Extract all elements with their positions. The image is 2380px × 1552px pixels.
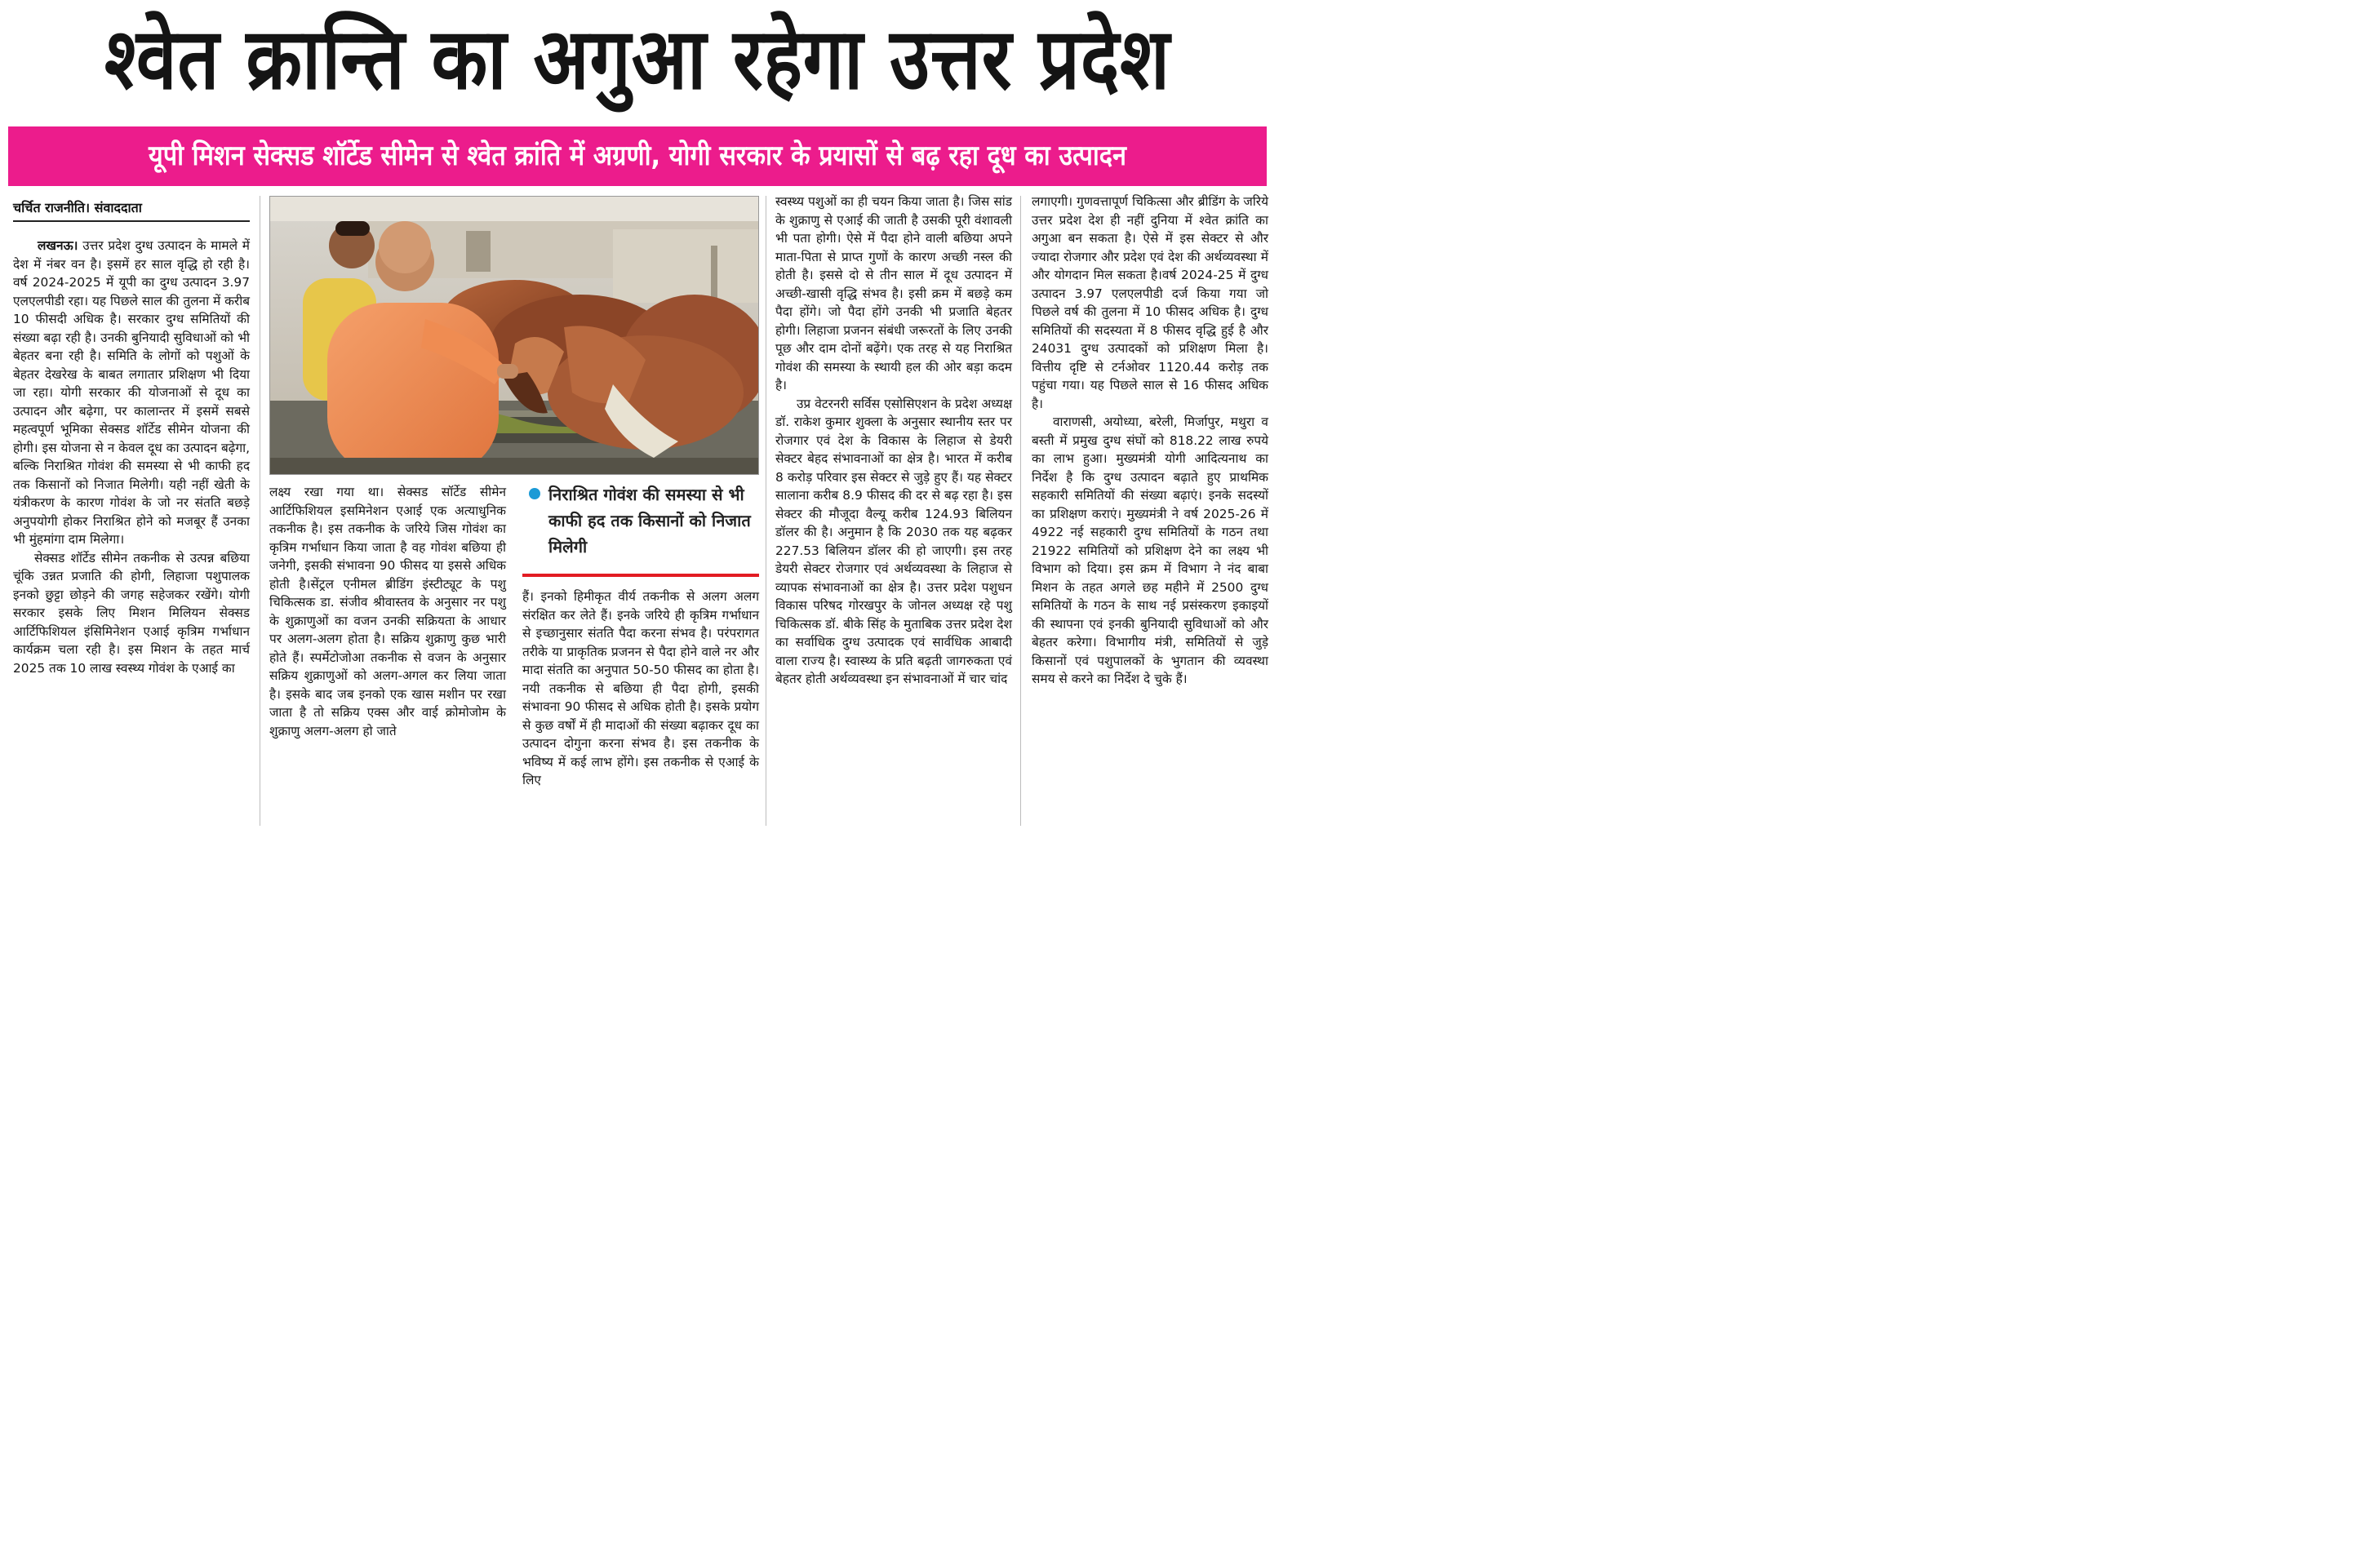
byline: चर्चित राजनीति। संवाददाता: [13, 196, 250, 222]
article-paragraph: उप्र वेटरनरी सर्विस एसोसिएशन के प्रदेश अध्यक्ष डॉ. राकेश कुमार शुक्ला के अनुसार स्थानीय स्तर पर रोजगार एवं देश के विकास के लिहाज से डेयरी सेक्टर बेहद संभावनाओं का क्षेत्र है। भारत में करीब 8 करोड़ परिवार इस सेक्टर से जुड़े हुए हैं। यह सेक्टर सालाना करीब 8.9 फीसद की दर से बढ़ रहा है। इस सेक्टर की मौजूदा वैल्यू करीब 124.93 बिलियन डॉलर की है। अनुमान है कि 2030 तक यह बढ़कर 227.53 बिलियन डॉलर की हो जाएगी। इस तरह डेयरी सेक्टर रोजगार एवं अर्थव्यवस्था के लिहाज से व्यापक संभावनाओं का क्षेत्र है। उत्तर प्रदेश पशुधन विकास परिषद गोरखपुर के जोनल अध्यक्ष रहे पशु चिकित्सक डॉ. बीके सिंह के मुताबिक उत्तर प्रदेश देश का सर्वाधिक दुग्ध उत्पादक एवं सार्वधिक आबादी वाला राज्य है। स्वास्थ्य के प्रति बढ़ती जागरुकता एवं बेहतर होती अर्थव्यवस्था इन संभावनाओं में चार चांद: [775, 396, 1012, 686]
subheadline-strap: [8, 126, 1267, 186]
article-paragraph: सेक्सड शॉर्टेड सीमेन तकनीक से उत्पन्न बछिया चूंकि उन्नत प्रजाति की होगी, लिहाजा पशुपालक इनको छुट्टा छोड़ने की जगह सहेजकर रखेंगे। योगी सरकार इसके लिए मिशन मिलियन सेक्सड आर्टिफिशियल इंसिमिनेशन एआई कृत्रिम गर्भाधान कार्यक्रम चला रही है। इस मिशन के तहत मार्च 2025 तक 10 लाख स्वस्थ्य गोवंश के एआई का: [13, 550, 250, 676]
photo-cm-feeding-cows: [270, 197, 758, 474]
pull-quote-rule: [522, 574, 759, 577]
article-paragraph: लक्ष्य रखा गया था। सेक्सड सॉर्टेड सीमेन आर्टिफिशियल इसमिनेशन एआई एक अत्याधुनिक तकनीक है। इस तकनीक के जरिये जिस गोवंश का कृत्रिम गर्भाधान किया जाता है वह गोवंश बछिया ही जनेगी, इसकी संभावना 90 फीसद या इससे अधिक होती है।सेंट्रल एनीमल ब्रीडिंग इंस्टीट्यूट के पशु चिकित्सक डा. संजीव श्रीवास्तव के अनुसार नर पशु के शुक्राणुओं का वजन उनकी सक्रियता के आधार पर अलग-अलग होता है। सक्रिय शुक्राणु कुछ भारी होते हैं। स्पर्मेटोजोआ तकनीक से वजन के अनुसार सक्रिय शुक्राणुओं को अलग-अगल कर लिया जाता है। इसके बाद जब इनको एक खास मशीन पर रखा जाता है तो सक्रिय एक्स और वाई क्रोमोजोम के शुक्राणु अलग-अलग हो जाते: [269, 485, 506, 738]
article-photo: [269, 196, 759, 475]
headline: श्वेत क्रान्ति का अगुआ रहेगा उत्तर प्रदेश: [104, 9, 1170, 109]
article-paragraph: लगाएगी। गुणवत्तापूर्ण चिकित्सा और ब्रीडिंग के जरिये उत्तर प्रदेश देश ही नहीं दुनिया में श्वेत क्रांति का अगुआ बन सकता है। ऐसे में इस सेक्टर से और ज्यादा रोजगार और प्रदेश एवं देश की अर्थव्यवस्था में और योगदान मिल सकता है।वर्ष 2024-25 में दुग्ध उत्पादन 3.97 एलएलपीडी दर्ज किया गया जो पिछले वर्ष की तुलना में 10 फीसद अधिक है। दुग्ध समितियों की सदस्यता में 8 फीसद वृद्धि हुई है और 24031 दुग्ध उत्पादकों को प्रशिक्षण मिला है। वित्तीय दृष्टि से टर्नओवर 1120.44 करोड़ तक पहुंचा गया। यह पिछले साल से 16 फीसद अधिक है।: [1032, 194, 1268, 411]
article-paragraph: वाराणसी, अयोध्या, बरेली, मिर्जापुर, मथुरा व बस्ती में प्रमुख दुग्ध संघों को 818.22 लाख रुपये का लाभ हुआ। मुख्यमंत्री योगी आदित्यनाथ का निर्देश है कि दुग्ध उत्पादन बढ़ाते हुए प्राथमिक सहकारी समितियों की संख्या बढ़ाएं। इनके सदस्यों का प्रशिक्षण कराएं। मुख्यमंत्री ने वर्ष 2025-26 में 4922 नई सहकारी दुग्ध समितियों के गठन तथा 21922 समितियों को प्रशिक्षण देने का लक्ष्य भी विभाग को दिया। इस क्रम में विभाग ने नंद बाबा मिशन के तहत अगले छह महीने में 2500 दुग्ध समितियों के गठन के साथ नई प्रसंस्करण इकाइयों की स्थापना एवं इनकी बुनियादी सुविधाओं को और बेहतर करेगा। विभागीय मंत्री, समितियों से जुड़े किसानों एवं पशुपालकों के भुगतान की व्यवस्था समय से करने का निर्देश दे चुके हैं।: [1032, 415, 1268, 686]
column-rule: [1020, 196, 1021, 826]
article-paragraph: स्वस्थ्य पशुओं का ही चयन किया जाता है। जिस सांड के शुक्राणु से एआई की जाती है उसकी पूरी वंशावली भी पता होगी। ऐसे में पैदा होने वाली बछिया अपने माता-पिता से प्राप्त गुणों के कारण अच्छी नस्ल की होती है। इससे दो से तीन साल में दूध उत्पादन में अच्छी-खासी वृद्धि संभव है। इसी क्रम में बछड़े कम पैदा होंगे। जो पैदा होंगे उनकी भी प्रजाति बेहतर होगी। लिहाजा प्रजनन संबंधी जरूरतों के लिए उनकी पूछ और दाम दोनों बढ़ेंगे। एक तरह से यह निराश्रित गोवंश की समस्या के स्थायी हल की ओर बड़ा कदम है।: [775, 194, 1012, 392]
subheadline-text: यूपी मिशन सेक्सड शॉर्टेड सीमेन से श्वेत क्रांति में अग्रणी, योगी सरकार के प्रयासों से बढ़ रहा दूध का उत्पादन: [148, 140, 1127, 172]
pull-quote-text: निराश्रित गोवंश की समस्या से भी काफी हद तक किसानों को निजात मिलेगी: [548, 485, 751, 557]
paragraph-text: उत्तर प्रदेश दुग्ध उत्पादन के मामले में देश में नंबर वन है। इसमें हर साल वृद्धि हो रही है। वर्ष 2024-2025 में यूपी का दुग्ध उत्पादन 3.97 एलएलपीडी रहा। यह पिछले साल की तुलना में करीब 10 फीसदी अधिक है। सरकार दुग्ध समितियों की संख्या बढ़ा रही है। उनकी बुनियादी सुविधाओं को भी बेहतर बना रही है। समिति के लोगों को पशुओं के बेहतर देखरेख के बाबत लगातार प्रशिक्षण भी दिया जा रहा। योगी सरकार की योजनाओं से दूध का उत्पादन और बढ़ेगा, पर कालान्तर में इसमें सबसे महत्वपूर्ण भूमिका सेक्सड शॉर्टेड सीमेन योजना की होगी। इस योजना से न केवल दूध का उत्पादन बढ़ेगा, बल्कि निराश्रित गोवंश की समस्या से भी काफी हद तक किसानों को निजात मिलेगी। यही नहीं खेती के यंत्रीकरण के कारण गोवंश के जो नर संतति बछड़े अनुपयोगी होकर निराश्रित होने को मजबूर हैं उनका भी मुंहमांगा दाम मिलेगा।: [13, 238, 250, 547]
dateline: लखनऊ।: [38, 238, 78, 253]
pull-quote: [522, 481, 759, 579]
article-paragraph: हैं। इनको हिमीकृत वीर्य तकनीक से अलग अलग संरक्षित कर लेते हैं। इनके जरिये ही कृत्रिम गर्भाधान से इच्छानुसार संतति पैदा करना संभव है। परंपरागत तरीके या प्राकृतिक प्रजनन से पैदा होने वाले नर और मादा संतति का अनुपात 50-50 फीसद का होता है। नयी तकनीक से बछिया ही पैदा होगी, इसकी संभावना 90 फीसद से अधिक होती है। इसके प्रयोग से कुछ वर्षों में ही मादाओं की संख्या बढ़ाकर दूध का उत्पादन दोगुना करना संभव है। इस तकनीक के भविष्य में कई लाभ होंगे। इस तकनीक से एआई के लिए: [522, 589, 759, 787]
article-column-1: [13, 237, 250, 828]
article-column-5: [1032, 193, 1268, 829]
article-column-3: [522, 588, 759, 828]
article-column-2: [269, 483, 506, 826]
article-column-4: [775, 193, 1012, 829]
bullet-dot-icon: [529, 488, 540, 499]
article-paragraph: [13, 237, 250, 549]
